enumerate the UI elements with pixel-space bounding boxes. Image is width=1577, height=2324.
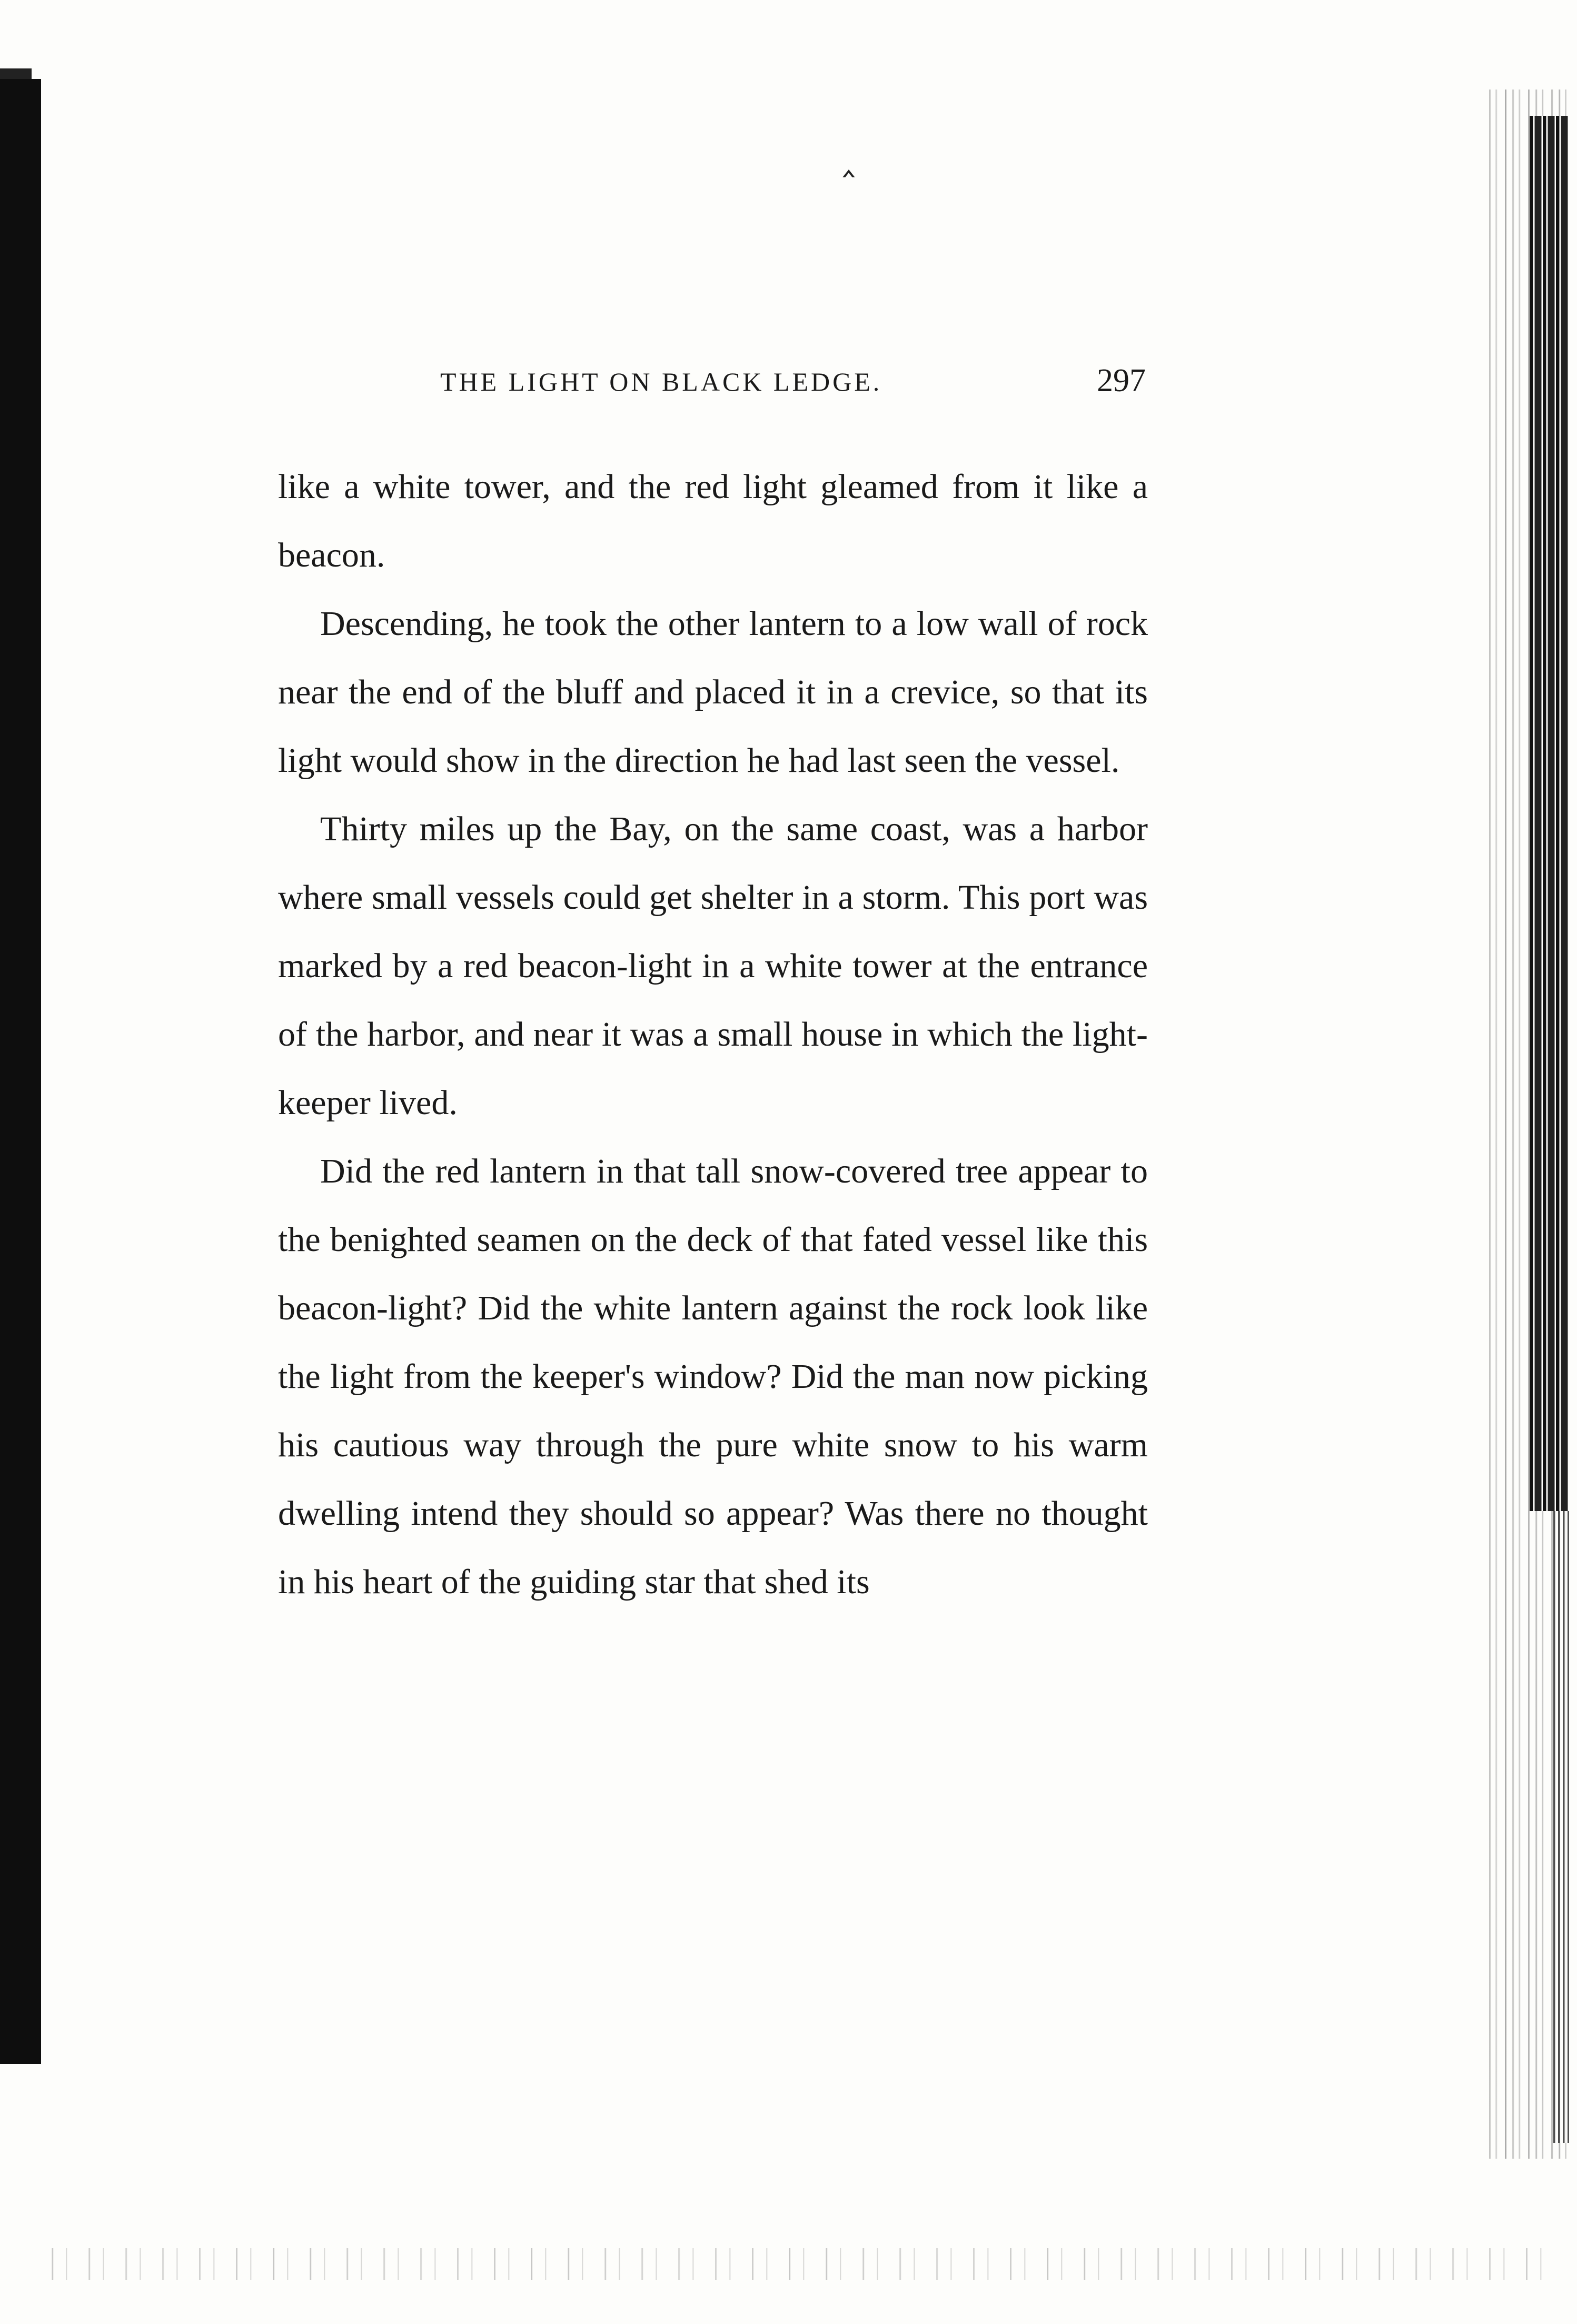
- paragraph: Thirty miles up the Bay, on the same coast, was a harbor where small vessels could get shelter in a storm. This port was marked by a red beacon-light in a white tower at the entrance of the harbor, and near it was a small house in which the light-keeper lived.: [278, 810, 1148, 1122]
- running-title: THE LIGHT ON BLACK LEDGE.: [440, 367, 882, 396]
- paragraph: Descending, he took the other lantern to a low wall of rock near the end of the bluff and placed it in a crevice, so that its light would show in the direction he had last seen the vessel.: [278, 604, 1148, 780]
- scan-edge-shadow-right: [1530, 116, 1569, 1511]
- scan-dust-bottom: [42, 2248, 1559, 2280]
- paragraph: Did the red lantern in that tall snow-covered tree appear to the benighted seamen on the deck of that fated vessel like this beacon-light? Did the white lantern against the rock look like the light from the keeper's window? Did the man now picking his cautious way through the pure white snow to his warm dwelling intend they should so appear? Was there no thought in his heart of the guiding star that shed its: [278, 1152, 1148, 1601]
- scan-edge-lines-right: [1553, 1511, 1569, 2143]
- body-text: [278, 453, 1148, 1616]
- caret-mark-icon: ‸: [842, 136, 855, 177]
- page-number: 297: [1097, 363, 1146, 399]
- running-head: [440, 362, 1146, 410]
- scan-edge-shadow-left: [0, 79, 41, 2064]
- paragraph-continued: like a white tower, and the red light gleamed from it like a beacon.: [278, 468, 1148, 574]
